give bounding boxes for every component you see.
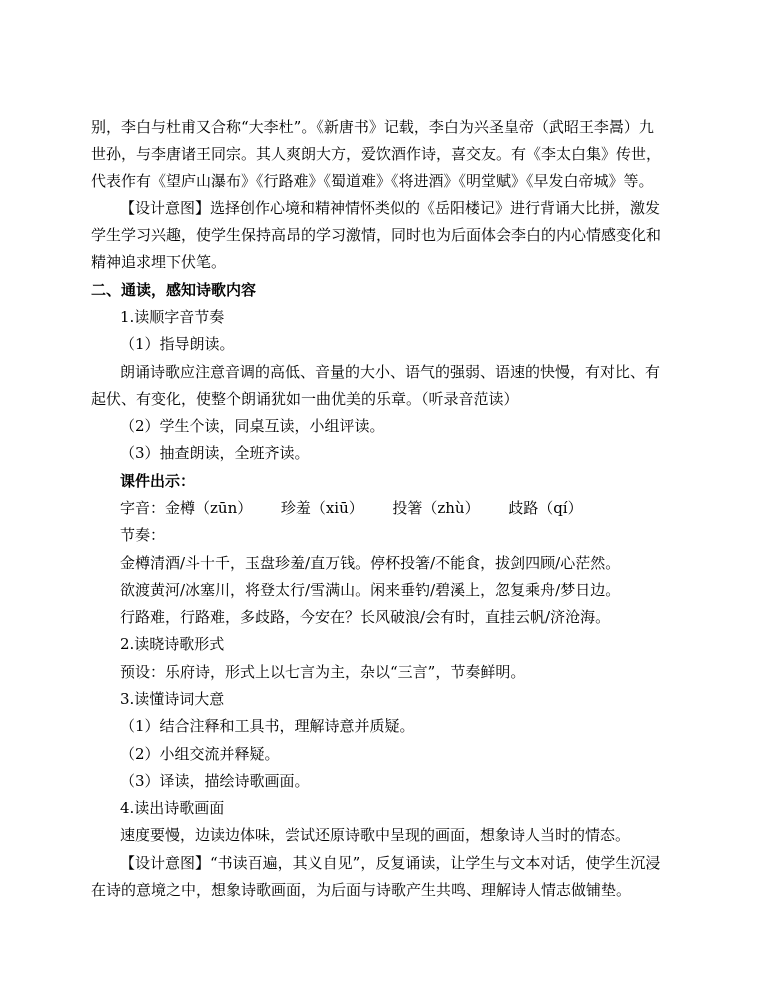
poem-line: 行路难，行路难，多歧路，今安在？长风破浪/会有时，直挂云帆/济沧海。 — [120, 608, 611, 626]
paragraph-line: 速度要慢，边读边体味，尝试还原诗歌中呈现的画面，想象诗人当时的情态。 — [120, 826, 631, 844]
subheading: 2.读晓诗歌形式 — [120, 635, 225, 653]
design-intent-line: 【设计意图】“书读百遍，其义自见”，反复诵读，让学生与文本对话，使学生沉浸 — [120, 854, 661, 872]
paragraph-line: 别，李白与杜甫又合称“大李杜”。《新唐书》记载，李白为兴圣皇帝（武昭王李暠）九 — [91, 118, 654, 136]
pronunciation-line: 字音：金樽（zūn） 珍羞（xiū） 投箸（zhù） 歧路（qí） — [120, 499, 583, 517]
list-item: （3）抽查朗读，全班齐读。 — [120, 444, 310, 462]
poem-line: 欲渡黄河/冰塞川，将登太行/雪满山。闲来垂钓/碧溪上，忽复乘舟/梦日边。 — [120, 581, 621, 599]
list-item: （2）小组交流并释疑。 — [120, 745, 280, 763]
subheading: 3.读懂诗词大意 — [120, 690, 225, 708]
paragraph-line: 学生学习兴趣，使学生保持高昂的学习激情，同时也为后面体会李白的内心情感变化和 — [91, 226, 662, 244]
list-item: （1）指导朗读。 — [120, 335, 235, 353]
subheading: 4.读出诗歌画面 — [120, 799, 225, 817]
section-heading: 二、通读，感知诗歌内容 — [91, 281, 257, 299]
subheading: 1.读顺字音节奏 — [120, 308, 225, 326]
design-intent-line: 【设计意图】选择创作心境和精神情怀类似的《岳阳楼记》进行背诵大比拼，激发 — [120, 199, 661, 217]
paragraph-line: 世孙，与李唐诸王同宗。其人爽朗大方，爱饮酒作诗，喜交友。有《李太白集》传世， — [91, 145, 662, 163]
list-item: （2）学生个读，同桌互读，小组评读。 — [120, 417, 385, 435]
paragraph-line: 在诗的意境之中，想象诗歌画面，为后面与诗歌产生共鸣、理解诗人情志做铺垫。 — [91, 881, 632, 899]
paragraph-line: 起伏、有变化，使整个朗诵犹如一曲优美的乐章。（听录音范读） — [91, 390, 519, 408]
poem-line: 金樽清酒/斗十千，玉盘珍羞/直万钱。停杯投箸/不能食，拔剑四顾/心茫然。 — [120, 554, 621, 572]
paragraph-line: 朗诵诗歌应注意音调的高低、音量的大小、语气的强弱、语速的快慢，有对比、有 — [120, 363, 661, 381]
list-item: （1）结合注释和工具书，理解诗意并质疑。 — [120, 717, 415, 735]
list-item: （3）译读，描绘诗歌画面。 — [120, 772, 310, 790]
rhythm-label: 节奏： — [120, 526, 166, 544]
courseware-label: 课件出示： — [120, 472, 196, 490]
paragraph-line: 精神追求埋下伏笔。 — [91, 253, 227, 271]
paragraph-line: 代表作有《望庐山瀑布》《行路难》《蜀道难》《将进酒》《明堂赋》《早发白帝城》等。 — [91, 172, 654, 190]
paragraph-line: 预设：乐府诗，形式上以七言为主，杂以“三言”，节奏鲜明。 — [120, 663, 526, 681]
